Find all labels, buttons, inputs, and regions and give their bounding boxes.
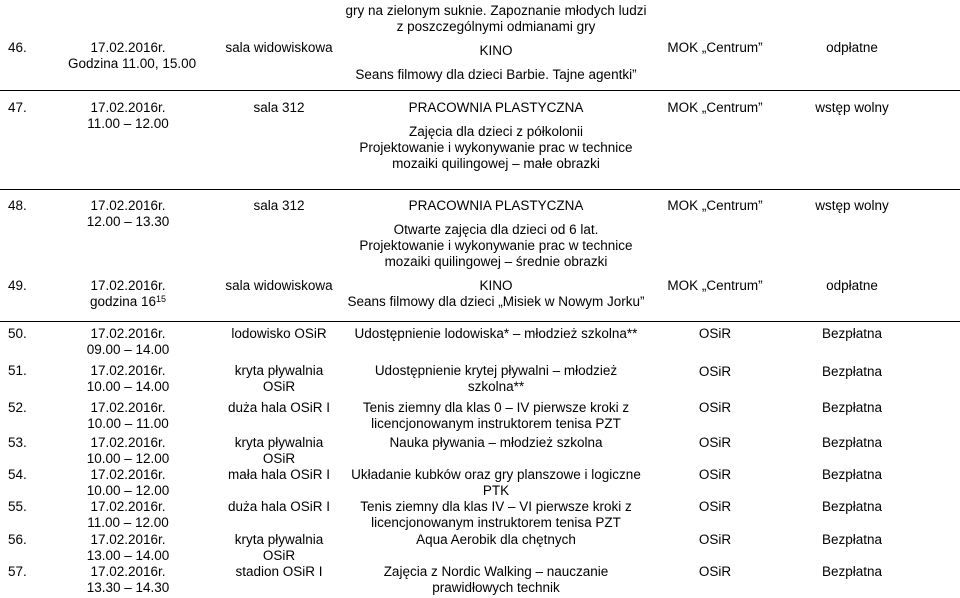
row-description: PRACOWNIA PLASTYCZNA Zajęcia dla dzieci z półkolonii Projektowanie i wykonywanie prac w technice mozaiki quilingowej – małe obrazki (359, 100, 633, 171)
row-description: Tenis ziemny dla klas IV – VI pierwsze kroki z licencjonowanym instruktorem tenisa PZT (360, 499, 632, 530)
row-fee: Bezpłatna (821, 532, 883, 547)
row-divider (0, 90, 960, 91)
row-date: 17.02.2016r. 11.00 – 12.00 (87, 100, 169, 131)
row-date: 17.02.2016r. godzina $16^{15}$ (89, 278, 167, 309)
row-date: 17.02.2016r. 10.00 – 11.00 (87, 400, 169, 431)
row-divider (0, 189, 960, 190)
row-number: 52. (8, 400, 27, 415)
row-date: 17.02.2016r. 12.00 – 13.30 (86, 198, 170, 229)
row-place: sala widowiskowa (225, 40, 333, 55)
row-description: KINO Seans filmowy dla dzieci „Misiek w Nowym Jorku” (347, 278, 645, 309)
row-number: 51. (8, 363, 27, 378)
row-place: sala 312 (253, 198, 305, 213)
row-description: Udostępnienie lodowiska* – młodzież szkolna** (354, 326, 638, 341)
row-organizer: OSiR (698, 499, 732, 514)
row-organizer: OSiR (698, 400, 732, 415)
row-fee: odpłatne (826, 278, 878, 293)
row-description: gry na zielonym suknie. Zapoznanie młodych ludzi z poszczególnymi odmianami gry KINO Seans filmowy dla dzieci Barbie. Tajne agentki” (345, 3, 647, 82)
row-number: 54. (8, 467, 27, 482)
row-number: 47. (8, 100, 27, 115)
row-organizer: OSiR (698, 364, 732, 379)
row-description: Nauka pływania – młodzież szkolna (389, 435, 603, 450)
row-date: 17.02.2016r. 11.00 – 12.00 (87, 499, 169, 530)
row-fee: Bezpłatna (821, 435, 883, 450)
row-place: duża hala OSiR I (227, 499, 331, 514)
row-place: kryta pływalnia OSiR (234, 435, 324, 466)
row-date: 17.02.2016r. 10.00 – 14.00 (86, 363, 170, 394)
row-fee: wstęp wolny (815, 100, 889, 115)
row-organizer: OSiR (698, 467, 732, 482)
row-date: 17.02.2016r. 13.30 – 14.30 (86, 564, 170, 595)
row-fee: Bezpłatna (821, 564, 883, 579)
row-fee: Bezpłatna (821, 364, 883, 379)
row-organizer: MOK „Centrum” (667, 278, 763, 293)
row-organizer: OSiR (698, 435, 732, 450)
row-number: 50. (8, 326, 27, 341)
row-place: mała hala OSiR I (227, 467, 331, 482)
row-number: 57. (8, 564, 27, 579)
row-date: 17.02.2016r. Godzina 11.00, 15.00 (68, 40, 197, 71)
row-description: Zajęcia z Nordic Walking – nauczanie prawidłowych technik (383, 564, 609, 595)
row-organizer: OSiR (698, 564, 732, 579)
row-date: 17.02.2016r. 10.00 – 12.00 (86, 435, 170, 466)
row-description: PRACOWNIA PLASTYCZNA Otwarte zajęcia dla dzieci od 6 lat. Projektowanie i wykonywanie prac w technice mozaiki quilingowej – średnie obrazki (359, 198, 633, 269)
row-date: 17.02.2016r. 09.00 – 14.00 (86, 326, 170, 357)
row-number: 53. (8, 435, 27, 450)
row-fee: Bezpłatna (821, 467, 883, 482)
row-organizer: OSiR (698, 532, 732, 547)
row-fee: odpłatne (826, 40, 878, 55)
row-number: 46. (8, 40, 27, 55)
row-place: sala widowiskowa (225, 278, 333, 293)
row-place: stadion OSiR I (235, 564, 323, 579)
row-date: 17.02.2016r. 10.00 – 12.00 (86, 467, 170, 498)
row-number: 56. (8, 532, 27, 547)
row-date: 17.02.2016r. 13.00 – 14.00 (86, 532, 170, 563)
row-divider (0, 321, 960, 322)
row-place: kryta pływalnia OSiR (234, 363, 324, 394)
row-organizer: MOK „Centrum” (667, 100, 763, 115)
time-minutes: 15 (156, 294, 167, 304)
row-description: Układanie kubków oraz gry planszowe i logiczne PTK (351, 467, 641, 498)
row-place: sala 312 (253, 100, 305, 115)
row-place: kryta pływalnia OSiR (234, 532, 324, 563)
row-fee: wstęp wolny (815, 198, 889, 213)
row-fee: Bezpłatna (821, 499, 883, 514)
row-fee: Bezpłatna (821, 326, 883, 341)
row-fee: Bezpłatna (821, 400, 883, 415)
row-organizer: MOK „Centrum” (667, 40, 763, 55)
row-place: lodowisko OSiR (231, 326, 327, 341)
row-organizer: MOK „Centrum” (667, 198, 763, 213)
row-number: 55. (8, 499, 27, 514)
row-organizer: OSiR (698, 326, 732, 341)
row-number: 48. (8, 198, 27, 213)
row-number: 49. (8, 278, 27, 293)
row-description: Aqua Aerobik dla chętnych (416, 532, 576, 547)
row-description: Tenis ziemny dla klas 0 – IV pierwsze kroki z licencjonowanym instruktorem tenisa PZT (362, 400, 630, 431)
row-description: Udostępnienie krytej pływalni – młodzież szkolna** (374, 363, 618, 394)
row-place: duża hala OSiR I (227, 400, 331, 415)
